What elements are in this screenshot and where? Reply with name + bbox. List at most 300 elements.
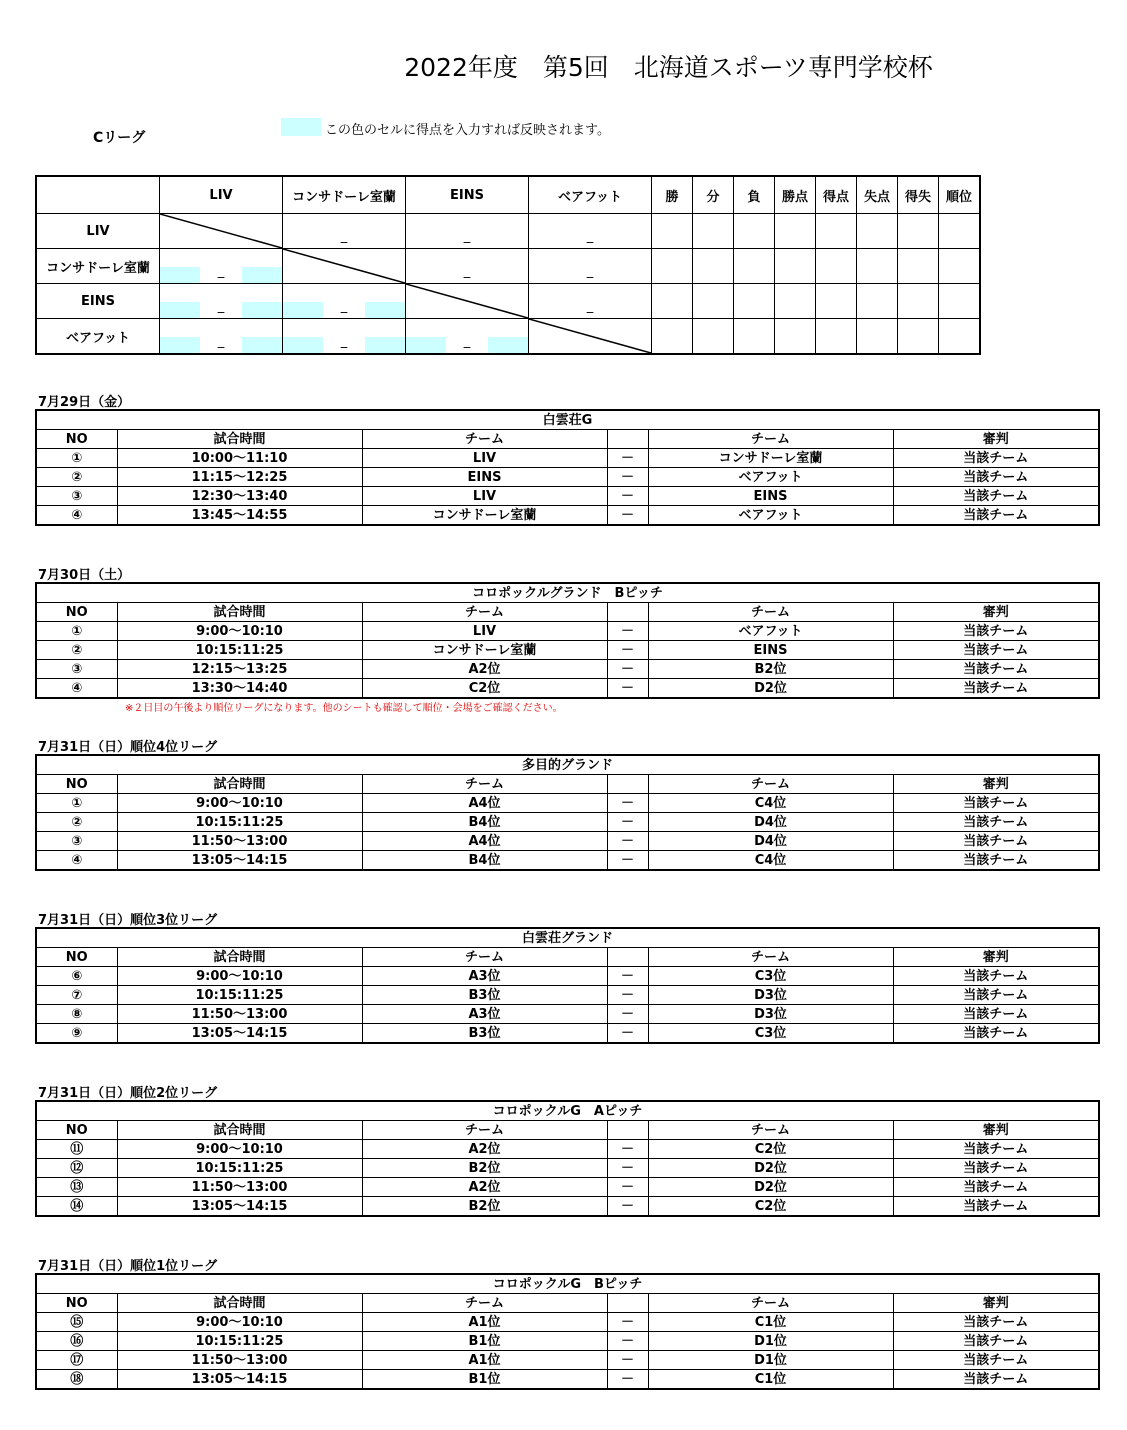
grid-row-header: コンサドーレ室蘭 <box>36 249 160 284</box>
grid-col-header: EINS <box>406 176 529 214</box>
stat-cell <box>775 319 816 355</box>
match-team2: EINS <box>648 487 893 506</box>
match-no: ② <box>36 468 117 487</box>
stat-cell <box>898 249 939 284</box>
score-cell[interactable] <box>283 319 406 355</box>
stat-cell <box>816 284 857 319</box>
match-team1: B3位 <box>362 986 607 1005</box>
match-referee: 当該チーム <box>893 1005 1099 1024</box>
stat-cell <box>652 284 693 319</box>
match-row <box>36 967 1099 986</box>
venue-name: 白雲荘G <box>36 410 1099 430</box>
match-referee: 当該チーム <box>893 1140 1099 1159</box>
match-team2: C2位 <box>648 1140 893 1159</box>
match-row <box>36 660 1099 679</box>
league-label: Cリーグ <box>93 130 146 146</box>
match-row <box>36 794 1099 813</box>
match-no: ⑬ <box>36 1178 117 1197</box>
header-team2: チーム <box>648 430 893 449</box>
match-time: 13:05〜14:15 <box>117 1197 362 1217</box>
match-time: 13:30〜14:40 <box>117 679 362 699</box>
match-team2: ベアフット <box>648 506 893 526</box>
match-vs: － <box>607 967 648 986</box>
venue-name: コロポックルグランド Bピッチ <box>36 583 1099 603</box>
match-time: 11:15〜12:25 <box>117 468 362 487</box>
schedule-note: ※２日目の午後より順位リーグになります。他のシートも確認して順位・会場をご確認ください。 <box>125 703 563 714</box>
score-dash: _ <box>586 264 594 279</box>
stat-header: 負 <box>734 176 775 214</box>
match-referee: 当該チーム <box>893 1159 1099 1178</box>
match-time: 11:50〜13:00 <box>117 1005 362 1024</box>
header-time: 試合時間 <box>117 603 362 622</box>
self-match-cell <box>160 214 283 249</box>
stat-cell <box>734 284 775 319</box>
match-referee: 当該チーム <box>893 1313 1099 1332</box>
match-vs: － <box>607 1005 648 1024</box>
match-no: ⑦ <box>36 986 117 1005</box>
match-vs: － <box>607 1370 648 1390</box>
match-time: 12:15〜13:25 <box>117 660 362 679</box>
match-team2: D4位 <box>648 813 893 832</box>
header-no: NO <box>36 775 117 794</box>
venue-name: 多目的グランド <box>36 755 1099 775</box>
match-vs: － <box>607 679 648 699</box>
grid-row-header: ベアフット <box>36 319 160 355</box>
stat-cell <box>939 249 981 284</box>
match-team1: B1位 <box>362 1370 607 1390</box>
match-no: ① <box>36 622 117 641</box>
stat-cell <box>734 214 775 249</box>
score-cell <box>406 214 529 249</box>
match-team1: LIV <box>362 487 607 506</box>
header-time: 試合時間 <box>117 1294 362 1313</box>
stat-cell <box>775 284 816 319</box>
venue-name: 白雲荘グランド <box>36 928 1099 948</box>
match-team1: A1位 <box>362 1313 607 1332</box>
header-team2: チーム <box>648 948 893 967</box>
match-row <box>36 1351 1099 1370</box>
match-team2: C2位 <box>648 1197 893 1217</box>
match-time: 13:05〜14:15 <box>117 1370 362 1390</box>
match-no: ② <box>36 641 117 660</box>
stat-cell <box>652 319 693 355</box>
match-no: ⑮ <box>36 1313 117 1332</box>
match-no: ① <box>36 794 117 813</box>
match-row <box>36 813 1099 832</box>
match-referee: 当該チーム <box>893 967 1099 986</box>
header-time: 試合時間 <box>117 948 362 967</box>
score-dash: _ <box>463 264 471 279</box>
match-vs: － <box>607 1024 648 1044</box>
header-vs <box>607 775 648 794</box>
match-vs: － <box>607 1313 648 1332</box>
match-referee: 当該チーム <box>893 794 1099 813</box>
header-referee: 審判 <box>893 430 1099 449</box>
header-referee: 審判 <box>893 603 1099 622</box>
match-row <box>36 832 1099 851</box>
header-team2: チーム <box>648 1294 893 1313</box>
match-no: ⑭ <box>36 1197 117 1217</box>
match-vs: － <box>607 851 648 871</box>
stat-cell <box>775 249 816 284</box>
match-team1: A3位 <box>362 1005 607 1024</box>
match-team2: D3位 <box>648 1005 893 1024</box>
stat-cell <box>939 214 981 249</box>
match-referee: 当該チーム <box>893 660 1099 679</box>
schedule-date: 7月31日（日）順位4位リーグ <box>38 740 218 755</box>
match-team2: ベアフット <box>648 468 893 487</box>
grid-col-header: LIV <box>160 176 283 214</box>
match-team1: LIV <box>362 622 607 641</box>
match-row <box>36 1178 1099 1197</box>
match-team1: EINS <box>362 468 607 487</box>
header-team2: チーム <box>648 1121 893 1140</box>
match-no: ① <box>36 449 117 468</box>
score-cell[interactable] <box>283 284 406 319</box>
stat-cell <box>898 284 939 319</box>
schedule-date: 7月31日（日）順位3位リーグ <box>38 913 218 928</box>
header-referee: 審判 <box>893 1294 1099 1313</box>
schedule-table <box>35 582 1100 699</box>
match-team2: EINS <box>648 641 893 660</box>
match-time: 9:00〜10:10 <box>117 1140 362 1159</box>
match-time: 11:50〜13:00 <box>117 1178 362 1197</box>
stat-cell <box>939 284 981 319</box>
match-team2: B2位 <box>648 660 893 679</box>
header-no: NO <box>36 948 117 967</box>
match-team2: D1位 <box>648 1351 893 1370</box>
header-no: NO <box>36 603 117 622</box>
header-vs <box>607 430 648 449</box>
match-team1: A1位 <box>362 1351 607 1370</box>
stat-cell <box>734 249 775 284</box>
header-no: NO <box>36 1294 117 1313</box>
match-row <box>36 506 1099 526</box>
match-no: ⑰ <box>36 1351 117 1370</box>
match-referee: 当該チーム <box>893 1332 1099 1351</box>
match-row <box>36 1159 1099 1178</box>
match-time: 9:00〜10:10 <box>117 1313 362 1332</box>
grid-corner <box>36 176 160 214</box>
match-team2: D4位 <box>648 832 893 851</box>
stat-cell <box>939 319 981 355</box>
header-team1: チーム <box>362 948 607 967</box>
grid-row-header: EINS <box>36 284 160 319</box>
match-no: ④ <box>36 506 117 526</box>
match-no: ⑥ <box>36 967 117 986</box>
match-team1: B1位 <box>362 1332 607 1351</box>
match-time: 12:30〜13:40 <box>117 487 362 506</box>
match-referee: 当該チーム <box>893 1351 1099 1370</box>
score-dash: _ <box>217 334 225 349</box>
header-team2: チーム <box>648 603 893 622</box>
match-vs: － <box>607 794 648 813</box>
score-cell <box>529 284 652 319</box>
match-row <box>36 622 1099 641</box>
match-team1: B2位 <box>362 1197 607 1217</box>
match-no: ⑱ <box>36 1370 117 1390</box>
match-time: 10:15:11:25 <box>117 1159 362 1178</box>
match-time: 13:05〜14:15 <box>117 1024 362 1044</box>
match-row <box>36 679 1099 699</box>
match-team1: B4位 <box>362 813 607 832</box>
match-no: ③ <box>36 832 117 851</box>
match-referee: 当該チーム <box>893 832 1099 851</box>
match-time: 9:00〜10:10 <box>117 967 362 986</box>
score-cell[interactable] <box>160 249 283 284</box>
match-vs: － <box>607 506 648 526</box>
match-row <box>36 1370 1099 1390</box>
match-referee: 当該チーム <box>893 641 1099 660</box>
match-team1: B2位 <box>362 1159 607 1178</box>
header-vs <box>607 1121 648 1140</box>
match-row <box>36 641 1099 660</box>
score-dash: _ <box>217 299 225 314</box>
stat-header: 失点 <box>857 176 898 214</box>
stat-header: 順位 <box>939 176 981 214</box>
match-vs: － <box>607 1140 648 1159</box>
header-time: 試合時間 <box>117 430 362 449</box>
match-time: 11:50〜13:00 <box>117 832 362 851</box>
match-row <box>36 1197 1099 1217</box>
match-row <box>36 468 1099 487</box>
score-cell[interactable] <box>160 319 283 355</box>
score-cell <box>406 249 529 284</box>
match-team2: C1位 <box>648 1313 893 1332</box>
stat-cell <box>857 284 898 319</box>
stat-cell <box>898 214 939 249</box>
header-vs <box>607 948 648 967</box>
match-team1: LIV <box>362 449 607 468</box>
match-team2: D3位 <box>648 986 893 1005</box>
stat-cell <box>693 214 734 249</box>
match-row <box>36 1313 1099 1332</box>
match-no: ⑯ <box>36 1332 117 1351</box>
match-team2: C3位 <box>648 1024 893 1044</box>
stat-cell <box>857 319 898 355</box>
match-time: 10:15:11:25 <box>117 813 362 832</box>
match-team1: A2位 <box>362 660 607 679</box>
score-dash: _ <box>586 299 594 314</box>
header-team2: チーム <box>648 775 893 794</box>
stat-cell <box>652 249 693 284</box>
match-referee: 当該チーム <box>893 506 1099 526</box>
match-team2: C3位 <box>648 967 893 986</box>
score-dash: _ <box>463 229 471 244</box>
stat-cell <box>734 319 775 355</box>
match-team1: コンサドーレ室蘭 <box>362 506 607 526</box>
match-referee: 当該チーム <box>893 1370 1099 1390</box>
grid-col-header: コンサドーレ室蘭 <box>283 176 406 214</box>
legend-swatch <box>281 118 321 136</box>
header-referee: 審判 <box>893 775 1099 794</box>
match-row <box>36 1024 1099 1044</box>
match-no: ② <box>36 813 117 832</box>
legend-text: この色のセルに得点を入力すれば反映されます。 <box>325 123 610 138</box>
schedule-table <box>35 1100 1100 1217</box>
match-referee: 当該チーム <box>893 679 1099 699</box>
stat-cell <box>816 214 857 249</box>
header-vs <box>607 1294 648 1313</box>
match-referee: 当該チーム <box>893 1178 1099 1197</box>
score-dash: _ <box>340 229 348 244</box>
match-vs: － <box>607 986 648 1005</box>
header-team1: チーム <box>362 603 607 622</box>
match-team1: B4位 <box>362 851 607 871</box>
match-team1: C2位 <box>362 679 607 699</box>
match-team2: C4位 <box>648 851 893 871</box>
header-no: NO <box>36 1121 117 1140</box>
stat-cell <box>816 249 857 284</box>
match-time: 13:05〜14:15 <box>117 851 362 871</box>
match-vs: － <box>607 1178 648 1197</box>
header-team1: チーム <box>362 775 607 794</box>
schedule-table <box>35 409 1100 526</box>
grid-row-header: LIV <box>36 214 160 249</box>
match-time: 9:00〜10:10 <box>117 622 362 641</box>
match-vs: － <box>607 641 648 660</box>
match-time: 9:00〜10:10 <box>117 794 362 813</box>
schedule-date: 7月31日（日）順位1位リーグ <box>38 1259 218 1274</box>
stat-cell <box>652 214 693 249</box>
match-no: ⑪ <box>36 1140 117 1159</box>
match-time: 10:15:11:25 <box>117 1332 362 1351</box>
match-team2: D1位 <box>648 1332 893 1351</box>
page-title: 2022年度 第5回 北海道スポーツ専門学校杯 <box>404 53 933 82</box>
match-referee: 当該チーム <box>893 851 1099 871</box>
header-team1: チーム <box>362 430 607 449</box>
score-dash: _ <box>217 264 225 279</box>
match-row <box>36 449 1099 468</box>
match-vs: － <box>607 813 648 832</box>
match-referee: 当該チーム <box>893 622 1099 641</box>
header-no: NO <box>36 430 117 449</box>
match-row <box>36 851 1099 871</box>
header-referee: 審判 <box>893 948 1099 967</box>
match-vs: － <box>607 449 648 468</box>
match-team2: D2位 <box>648 679 893 699</box>
score-dash: _ <box>340 299 348 314</box>
schedule-table <box>35 1273 1100 1390</box>
match-referee: 当該チーム <box>893 986 1099 1005</box>
match-vs: － <box>607 468 648 487</box>
match-team2: C1位 <box>648 1370 893 1390</box>
match-no: ③ <box>36 487 117 506</box>
stat-header: 得失 <box>898 176 939 214</box>
match-vs: － <box>607 1159 648 1178</box>
match-team1: A2位 <box>362 1178 607 1197</box>
score-dash: _ <box>586 229 594 244</box>
grid-col-header: ベアフット <box>529 176 652 214</box>
match-team2: コンサドーレ室蘭 <box>648 449 893 468</box>
header-team1: チーム <box>362 1121 607 1140</box>
match-team1: コンサドーレ室蘭 <box>362 641 607 660</box>
self-match-cell <box>406 284 529 319</box>
stat-cell <box>857 214 898 249</box>
match-no: ⑫ <box>36 1159 117 1178</box>
header-vs <box>607 603 648 622</box>
match-team1: B3位 <box>362 1024 607 1044</box>
match-no: ⑧ <box>36 1005 117 1024</box>
match-vs: － <box>607 622 648 641</box>
score-cell[interactable] <box>160 284 283 319</box>
match-team2: D2位 <box>648 1159 893 1178</box>
stat-cell <box>816 319 857 355</box>
match-no: ③ <box>36 660 117 679</box>
stat-cell <box>693 284 734 319</box>
score-cell <box>283 214 406 249</box>
stat-header: 勝点 <box>775 176 816 214</box>
match-row <box>36 986 1099 1005</box>
match-time: 11:50〜13:00 <box>117 1351 362 1370</box>
schedule-table <box>35 754 1100 871</box>
score-dash: _ <box>463 334 471 349</box>
stat-cell <box>857 249 898 284</box>
stat-header: 分 <box>693 176 734 214</box>
match-vs: － <box>607 832 648 851</box>
self-match-cell <box>529 319 652 355</box>
venue-name: コロポックルG Aピッチ <box>36 1101 1099 1121</box>
header-time: 試合時間 <box>117 1121 362 1140</box>
stat-header: 勝 <box>652 176 693 214</box>
match-row <box>36 1332 1099 1351</box>
header-time: 試合時間 <box>117 775 362 794</box>
stat-cell <box>693 249 734 284</box>
match-referee: 当該チーム <box>893 468 1099 487</box>
match-time: 10:15:11:25 <box>117 986 362 1005</box>
match-time: 10:00〜11:10 <box>117 449 362 468</box>
header-team1: チーム <box>362 1294 607 1313</box>
score-dash: _ <box>340 334 348 349</box>
match-referee: 当該チーム <box>893 449 1099 468</box>
match-vs: － <box>607 1351 648 1370</box>
standings-table <box>35 175 981 355</box>
match-vs: － <box>607 1197 648 1217</box>
match-team1: A4位 <box>362 794 607 813</box>
match-vs: － <box>607 487 648 506</box>
match-team1: A3位 <box>362 967 607 986</box>
schedule-table <box>35 927 1100 1044</box>
match-team1: A4位 <box>362 832 607 851</box>
match-no: ④ <box>36 679 117 699</box>
match-referee: 当該チーム <box>893 1024 1099 1044</box>
match-no: ⑨ <box>36 1024 117 1044</box>
self-match-cell <box>283 249 406 284</box>
stat-cell <box>693 319 734 355</box>
score-cell <box>529 214 652 249</box>
header-referee: 審判 <box>893 1121 1099 1140</box>
stat-header: 得点 <box>816 176 857 214</box>
match-team1: A2位 <box>362 1140 607 1159</box>
match-team2: C4位 <box>648 794 893 813</box>
match-time: 13:45〜14:55 <box>117 506 362 526</box>
schedule-date: 7月29日（金） <box>38 395 131 410</box>
match-referee: 当該チーム <box>893 487 1099 506</box>
match-no: ④ <box>36 851 117 871</box>
schedule-date: 7月30日（土） <box>38 568 131 583</box>
score-cell[interactable] <box>406 319 529 355</box>
stat-cell <box>775 214 816 249</box>
match-row <box>36 1140 1099 1159</box>
schedule-date: 7月31日（日）順位2位リーグ <box>38 1086 218 1101</box>
stat-cell <box>898 319 939 355</box>
score-cell <box>529 249 652 284</box>
match-time: 10:15:11:25 <box>117 641 362 660</box>
match-team2: ベアフット <box>648 622 893 641</box>
match-row <box>36 487 1099 506</box>
match-referee: 当該チーム <box>893 813 1099 832</box>
match-vs: － <box>607 660 648 679</box>
